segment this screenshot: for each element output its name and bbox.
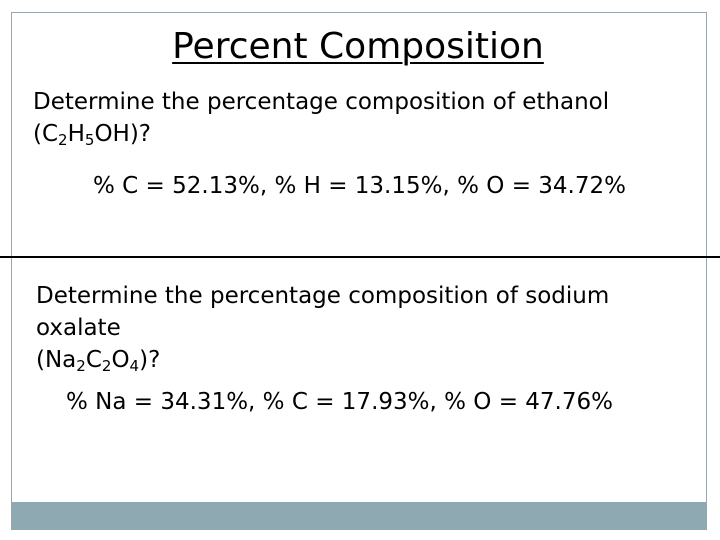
question-1-formula: $(C_2H_5OH)$? [33, 121, 152, 149]
question-1 [33, 86, 683, 150]
answer-1: % C = 52.13%, % H = 13.15%, % O = 34.72% [93, 173, 626, 199]
footer-bar [12, 502, 706, 529]
question-2 [36, 280, 696, 376]
question-2-prompt: Determine the percentage composition of sodium oxalate [36, 283, 610, 341]
slide-title: Percent Composition [172, 26, 544, 67]
answer-2: % Na = 34.31%, % C = 17.93%, % O = 47.76% [66, 389, 613, 415]
divider-line [0, 256, 720, 258]
question-1-prompt: Determine the percentage composition of ethanol [33, 89, 610, 115]
question-2-formula: $(Na_2C_2O_4)$? [36, 347, 161, 375]
